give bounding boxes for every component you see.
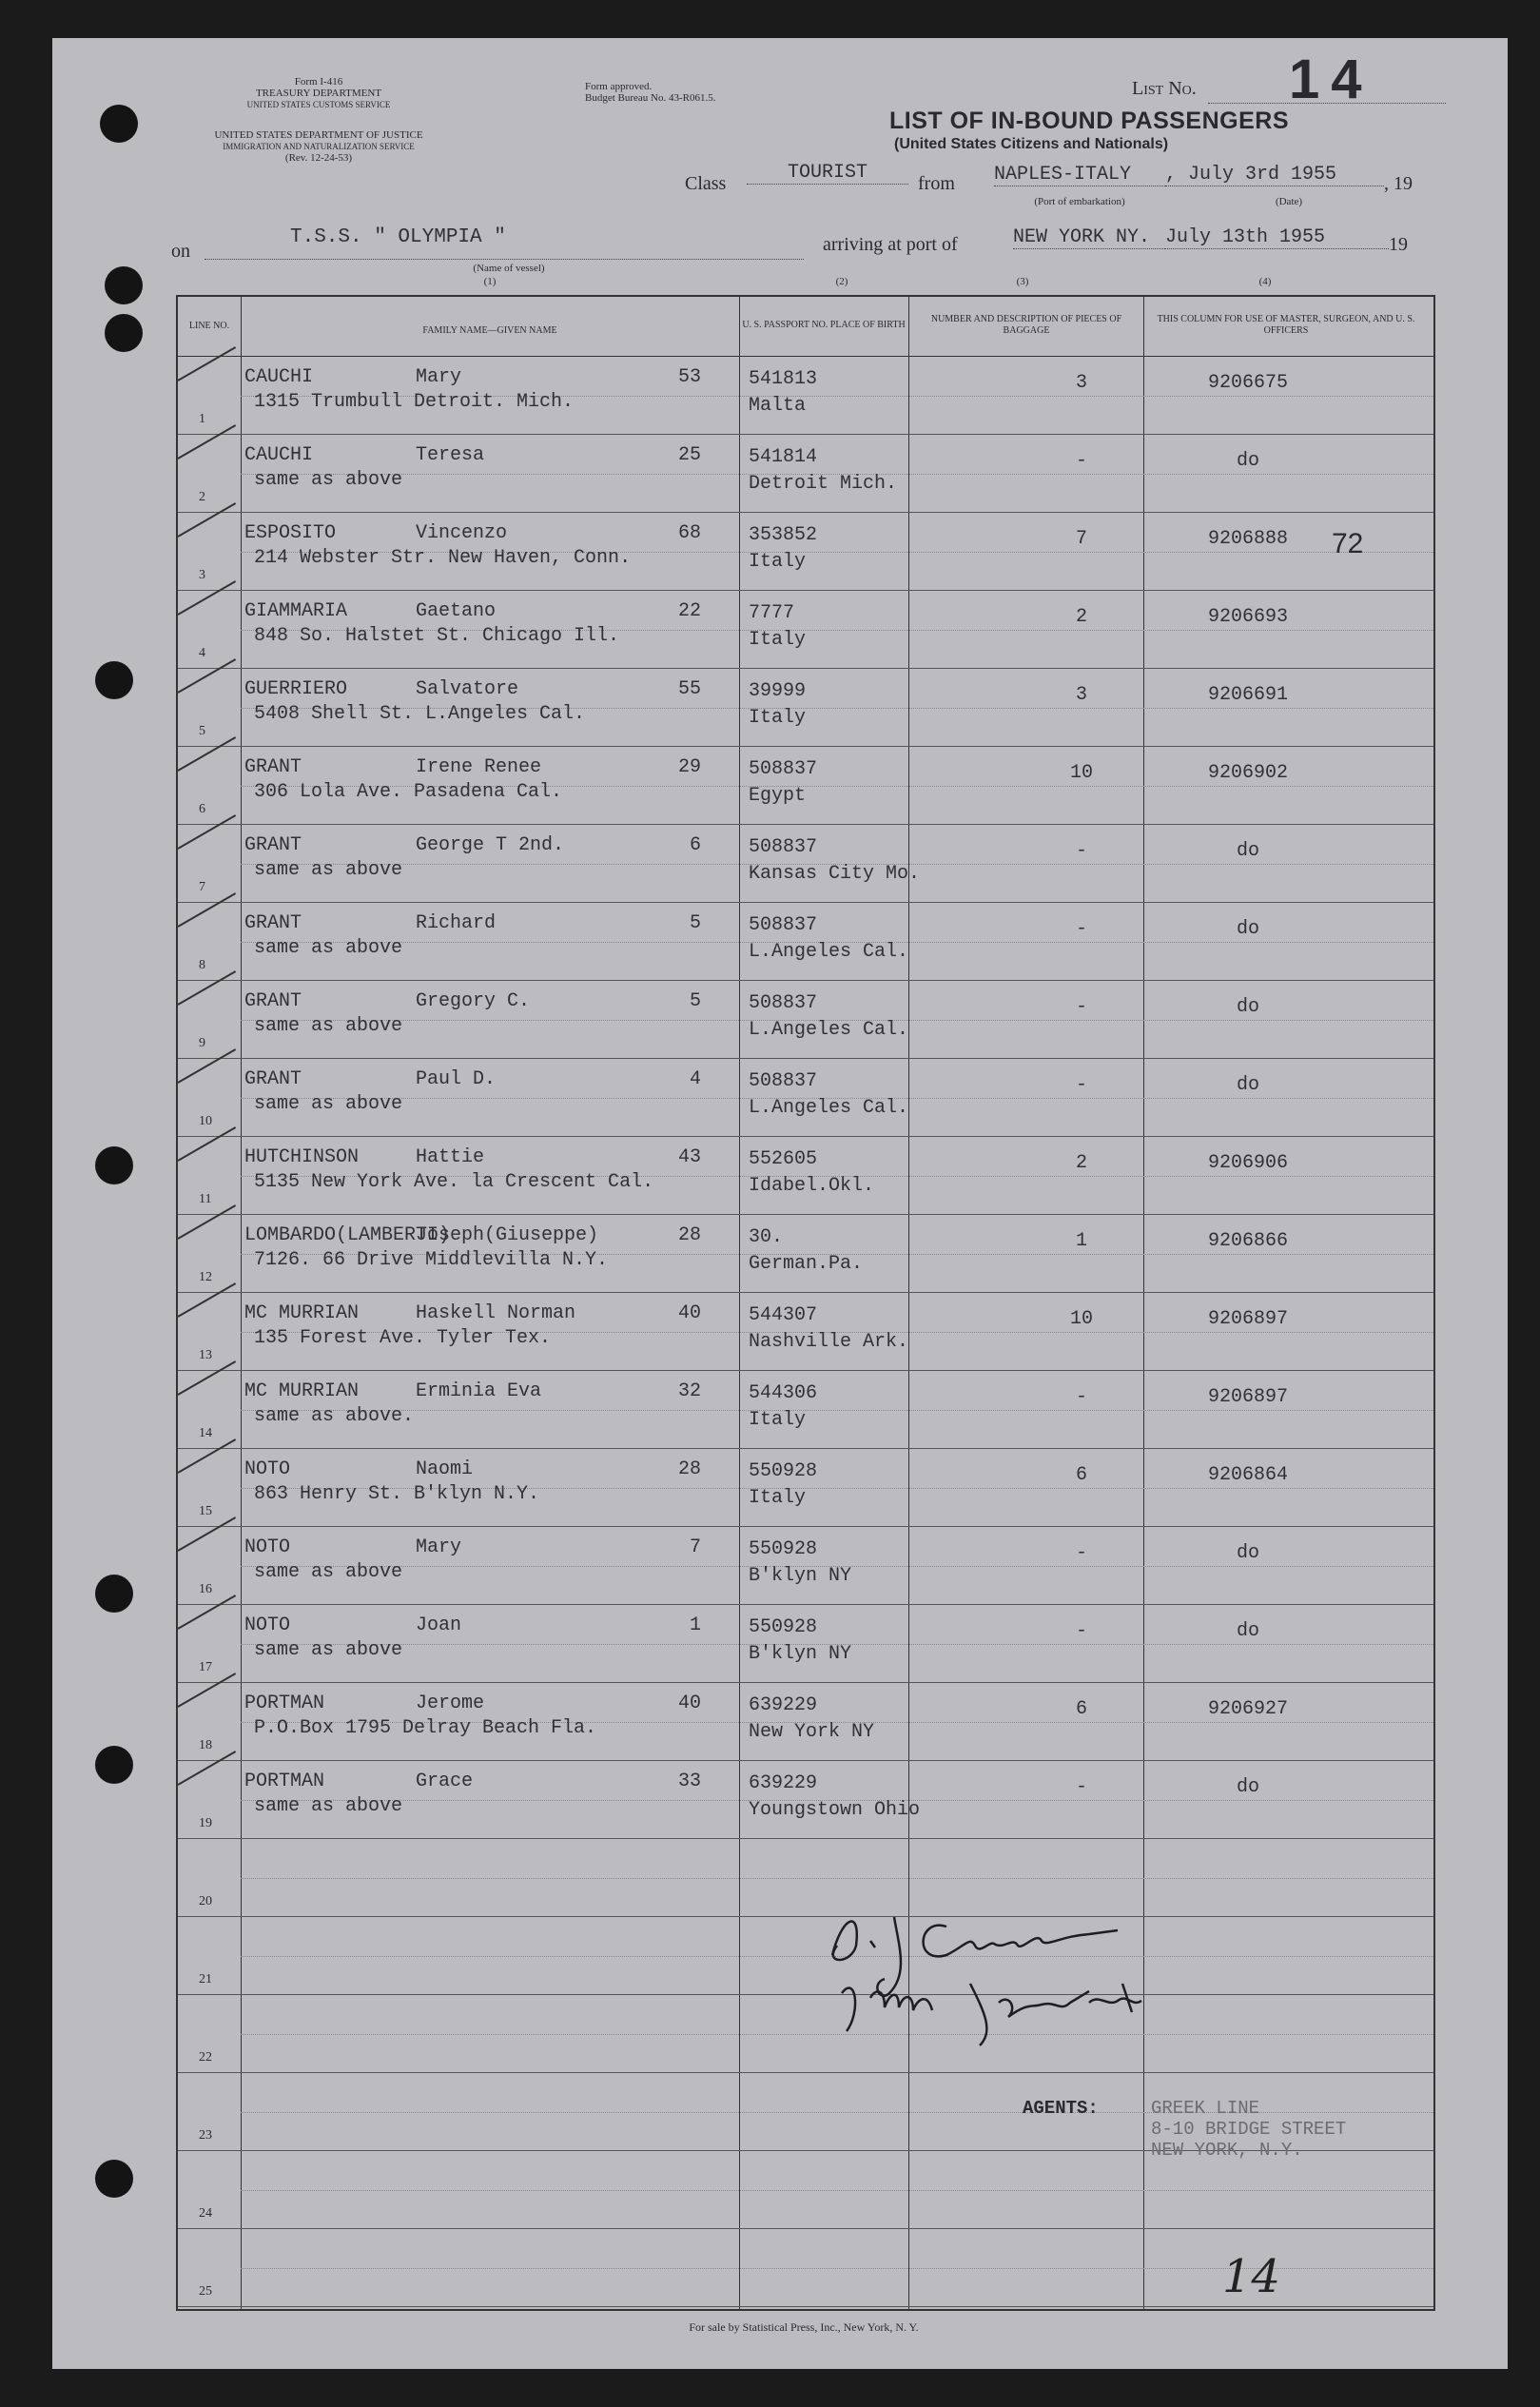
table-row bbox=[178, 1293, 1433, 1371]
age: 28 bbox=[677, 1224, 701, 1246]
baggage-count: 10 bbox=[1069, 1308, 1093, 1330]
passport-number: 7777 bbox=[749, 602, 795, 624]
agents-line-3: NEW YORK, N.Y. bbox=[1151, 2140, 1303, 2161]
place-of-birth: New York NY bbox=[749, 1721, 875, 1743]
line-number: 20 bbox=[199, 1894, 212, 1908]
place-of-birth: Malta bbox=[749, 395, 807, 417]
agents-line-2: 8-10 BRIDGE STREET bbox=[1151, 2119, 1347, 2140]
table-row bbox=[178, 1215, 1433, 1293]
family-name: LOMBARDO(LAMBERTI) bbox=[244, 1224, 451, 1246]
arriving-label: arriving at port of bbox=[823, 234, 958, 255]
officer-entry: do bbox=[1236, 1776, 1259, 1798]
embarkation-port: NAPLES-ITALY bbox=[994, 164, 1165, 186]
given-name: Paul D. bbox=[416, 1068, 497, 1090]
officer-entry: do bbox=[1236, 840, 1259, 862]
family-name: PORTMAN bbox=[244, 1693, 325, 1714]
officer-entry: do bbox=[1236, 450, 1259, 472]
given-name: Teresa bbox=[416, 444, 485, 466]
given-name: Vincenzo bbox=[416, 522, 508, 544]
table-row bbox=[178, 1059, 1433, 1137]
baggage-count: 2 bbox=[1075, 1152, 1087, 1174]
given-name: Mary bbox=[416, 366, 462, 388]
address: same as above bbox=[254, 1639, 403, 1661]
punch-hole bbox=[95, 1146, 133, 1184]
given-name: Hattie bbox=[416, 1146, 485, 1168]
line-number: 1 bbox=[199, 412, 205, 426]
inspector-signature bbox=[804, 1888, 1260, 2055]
header-baggage: NUMBER AND DESCRIPTION OF PIECES OF BAGGAGE bbox=[930, 314, 1122, 336]
column-number-2: (2) bbox=[835, 276, 848, 287]
place-of-birth: German.Pa. bbox=[749, 1253, 864, 1275]
family-name: NOTO bbox=[244, 1458, 291, 1480]
given-name: Joseph(Giuseppe) bbox=[416, 1224, 599, 1246]
budget-label: Budget Bureau No. 43-R061.5. bbox=[585, 92, 716, 104]
page-subtitle: (United States Citizens and Nationals) bbox=[894, 136, 1169, 152]
list-number-underline bbox=[1208, 103, 1446, 104]
place-of-birth: B'klyn NY bbox=[749, 1565, 852, 1587]
agents-label: AGENTS: bbox=[1023, 2098, 1099, 2119]
on-label: on bbox=[171, 241, 190, 262]
punch-hole bbox=[95, 1575, 133, 1613]
passport-number: 39999 bbox=[749, 680, 807, 702]
place-of-birth: Kansas City Mo. bbox=[749, 863, 921, 885]
address: 214 Webster Str. New Haven, Conn. bbox=[254, 547, 632, 569]
place-of-birth: Italy bbox=[749, 551, 807, 573]
baggage-count: 6 bbox=[1075, 1698, 1087, 1720]
family-name: NOTO bbox=[244, 1536, 291, 1558]
place-of-birth: Idabel.Okl. bbox=[749, 1175, 875, 1197]
line-number: 2 bbox=[199, 490, 205, 504]
address: same as above bbox=[254, 1795, 403, 1817]
place-of-birth: Italy bbox=[749, 629, 807, 651]
vessel-name: T.S.S. " OLYMPIA " bbox=[290, 226, 506, 248]
header-passport: U. S. PASSPORT NO. PLACE OF BIRTH bbox=[742, 320, 906, 330]
justice-label: UNITED STATES DEPARTMENT OF JUSTICE bbox=[214, 129, 423, 141]
baggage-count: - bbox=[1075, 1386, 1087, 1408]
family-name: GIAMMARIA bbox=[244, 600, 348, 622]
given-name: Haskell Norman bbox=[416, 1302, 576, 1324]
given-name: Erminia Eva bbox=[416, 1380, 542, 1402]
line-number: 21 bbox=[199, 1972, 212, 1986]
age: 22 bbox=[677, 600, 701, 622]
passport-number: 639229 bbox=[749, 1694, 818, 1716]
officer-entry: 9206897 bbox=[1207, 1386, 1288, 1408]
table-row bbox=[178, 1137, 1433, 1215]
family-name: GRANT bbox=[244, 834, 302, 856]
passport-number: 550928 bbox=[749, 1460, 818, 1482]
address: same as above bbox=[254, 859, 403, 881]
officer-entry: do bbox=[1236, 1074, 1259, 1096]
given-name: Mary bbox=[416, 1536, 462, 1558]
baggage-count: - bbox=[1075, 1620, 1087, 1642]
officer-entry: do bbox=[1236, 1542, 1259, 1564]
given-name: Naomi bbox=[416, 1458, 474, 1480]
place-of-birth: Italy bbox=[749, 707, 807, 729]
passport-number: 508837 bbox=[749, 992, 818, 1014]
header-name: FAMILY NAME—GIVEN NAME bbox=[422, 325, 557, 336]
column-number-4: (4) bbox=[1258, 276, 1272, 287]
baggage-count: 1 bbox=[1075, 1230, 1087, 1252]
arrival-date: July 13th 1955 bbox=[1165, 226, 1389, 249]
family-name: GRANT bbox=[244, 912, 302, 934]
table-row bbox=[178, 1449, 1433, 1527]
line-number: 11 bbox=[199, 1192, 212, 1206]
table-row bbox=[178, 669, 1433, 747]
age: 7 bbox=[689, 1536, 701, 1558]
address: 5408 Shell St. L.Angeles Cal. bbox=[254, 703, 586, 725]
table-row bbox=[178, 591, 1433, 669]
address: 135 Forest Ave. Tyler Tex. bbox=[254, 1327, 552, 1349]
form-number: Form I-416 bbox=[294, 76, 343, 88]
officer-entry: 9206902 bbox=[1207, 762, 1288, 784]
place-of-birth: L.Angeles Cal. bbox=[749, 941, 909, 963]
date-caption: (Date) bbox=[1275, 196, 1303, 207]
officer-entry: do bbox=[1236, 1620, 1259, 1642]
officer-entry: 9206693 bbox=[1207, 606, 1288, 628]
table-row bbox=[178, 435, 1433, 513]
baggage-count: 2 bbox=[1075, 606, 1087, 628]
age: 28 bbox=[677, 1458, 701, 1480]
passport-number: 541814 bbox=[749, 446, 818, 468]
officer-entry: 9206675 bbox=[1207, 372, 1288, 394]
address: 863 Henry St. B'klyn N.Y. bbox=[254, 1483, 540, 1505]
given-name: George T 2nd. bbox=[416, 834, 565, 856]
line-number: 19 bbox=[199, 1816, 212, 1830]
address: same as above. bbox=[254, 1405, 415, 1427]
punch-hole bbox=[95, 1746, 133, 1784]
age: 5 bbox=[689, 912, 701, 934]
baggage-count: - bbox=[1075, 1074, 1087, 1096]
baggage-count: - bbox=[1075, 918, 1087, 940]
printer-footer: For sale by Statistical Press, Inc., New York, N. Y. bbox=[689, 2320, 919, 2334]
arrival-year-suffix: 19 bbox=[1389, 234, 1408, 255]
line-number: 23 bbox=[199, 2128, 212, 2143]
address: 5135 New York Ave. la Crescent Cal. bbox=[254, 1171, 654, 1193]
baggage-count: - bbox=[1075, 1776, 1087, 1798]
arrival-port: NEW YORK NY. bbox=[1013, 226, 1165, 249]
place-of-birth: L.Angeles Cal. bbox=[749, 1019, 909, 1041]
family-name: GUERRIERO bbox=[244, 678, 348, 700]
address: 306 Lola Ave. Pasadena Cal. bbox=[254, 781, 563, 803]
age: 53 bbox=[677, 366, 701, 388]
from-label: from bbox=[918, 173, 955, 194]
given-name: Gaetano bbox=[416, 600, 497, 622]
line-number: 18 bbox=[199, 1738, 212, 1752]
embarkation-date: , July 3rd 1955 bbox=[1165, 164, 1384, 186]
page-title: LIST OF IN-BOUND PASSENGERS bbox=[889, 108, 1290, 134]
officer-entry: do bbox=[1236, 996, 1259, 1018]
passport-number: 508837 bbox=[749, 914, 818, 936]
officer-entry: 9206897 bbox=[1207, 1308, 1288, 1330]
address: same as above bbox=[254, 469, 403, 491]
place-of-birth: B'klyn NY bbox=[749, 1643, 852, 1665]
given-name: Joan bbox=[416, 1614, 462, 1636]
class-value: TOURIST bbox=[747, 162, 908, 185]
age: 29 bbox=[677, 756, 701, 778]
passport-number: 508837 bbox=[749, 836, 818, 858]
customs-label: UNITED STATES CUSTOMS SERVICE bbox=[246, 100, 391, 109]
line-number: 5 bbox=[199, 724, 205, 738]
line-number: 9 bbox=[199, 1036, 205, 1050]
baggage-count: - bbox=[1075, 1542, 1087, 1564]
revision-label: (Rev. 12-24-53) bbox=[284, 152, 353, 164]
passport-number: 541813 bbox=[749, 368, 818, 390]
line-number: 15 bbox=[199, 1504, 212, 1518]
approval-label: Form approved. bbox=[585, 81, 653, 92]
address: same as above bbox=[254, 1015, 403, 1037]
table-row bbox=[178, 1605, 1433, 1683]
handwritten-page-number: 14 bbox=[1222, 2250, 1281, 2303]
family-name: HUTCHINSON bbox=[244, 1146, 360, 1168]
table-row bbox=[178, 1371, 1433, 1449]
officer-entry: 9206864 bbox=[1207, 1464, 1288, 1486]
baggage-count: 7 bbox=[1075, 528, 1087, 550]
line-number: 16 bbox=[199, 1582, 212, 1596]
passport-number: 552605 bbox=[749, 1148, 818, 1170]
family-name: PORTMAN bbox=[244, 1771, 325, 1792]
passport-number: 550928 bbox=[749, 1538, 818, 1560]
line-number: 24 bbox=[199, 2206, 212, 2221]
baggage-count: 10 bbox=[1069, 762, 1093, 784]
given-name: Jerome bbox=[416, 1693, 485, 1714]
line-number: 10 bbox=[199, 1114, 212, 1128]
age: 33 bbox=[677, 1771, 701, 1792]
address: 7126. 66 Drive Middlevilla N.Y. bbox=[254, 1249, 609, 1271]
address: 1315 Trumbull Detroit. Mich. bbox=[254, 391, 575, 413]
family-name: GRANT bbox=[244, 990, 302, 1012]
family-name: MC MURRIAN bbox=[244, 1380, 360, 1402]
vessel-caption: (Name of vessel) bbox=[473, 263, 545, 274]
column-number-1: (1) bbox=[483, 276, 497, 287]
baggage-count: 3 bbox=[1075, 372, 1087, 394]
line-number: 17 bbox=[199, 1660, 212, 1674]
age: 68 bbox=[677, 522, 701, 544]
officer-entry: do bbox=[1236, 918, 1259, 940]
line-number: 3 bbox=[199, 568, 205, 582]
family-name: CAUCHI bbox=[244, 444, 314, 466]
line-number: 7 bbox=[199, 880, 205, 894]
line-number: 4 bbox=[199, 646, 205, 660]
age: 4 bbox=[689, 1068, 701, 1090]
row-guide bbox=[241, 2190, 1433, 2191]
punch-hole bbox=[95, 2160, 133, 2198]
family-name: GRANT bbox=[244, 1068, 302, 1090]
age: 55 bbox=[677, 678, 701, 700]
ins-label: IMMIGRATION AND NATURALIZATION SERVICE bbox=[223, 142, 415, 151]
line-number: 14 bbox=[199, 1426, 212, 1440]
given-name: Grace bbox=[416, 1771, 474, 1792]
table-row bbox=[178, 903, 1433, 981]
officer-entry: 9206927 bbox=[1207, 1698, 1288, 1720]
row-rule bbox=[178, 2306, 1433, 2307]
punch-hole bbox=[95, 661, 133, 699]
passport-number: 550928 bbox=[749, 1616, 818, 1638]
baggage-count: - bbox=[1075, 996, 1087, 1018]
punch-hole bbox=[105, 314, 143, 352]
place-of-birth: L.Angeles Cal. bbox=[749, 1097, 909, 1119]
address: same as above bbox=[254, 1093, 403, 1115]
passport-number: 508837 bbox=[749, 1070, 818, 1092]
address: P.O.Box 1795 Delray Beach Fla. bbox=[254, 1717, 597, 1739]
punch-hole bbox=[105, 266, 143, 304]
line-number: 25 bbox=[199, 2284, 212, 2299]
given-name: Richard bbox=[416, 912, 497, 934]
baggage-count: 6 bbox=[1075, 1464, 1087, 1486]
given-name: Salvatore bbox=[416, 678, 519, 700]
family-name: NOTO bbox=[244, 1614, 291, 1636]
port-caption: (Port of embarkation) bbox=[1034, 196, 1125, 207]
list-number-label: List No. bbox=[1132, 78, 1197, 99]
age: 40 bbox=[677, 1693, 701, 1714]
vessel-underline bbox=[205, 259, 804, 260]
table-row bbox=[178, 513, 1433, 591]
family-name: ESPOSITO bbox=[244, 522, 337, 544]
passport-number: 639229 bbox=[749, 1772, 818, 1794]
place-of-birth: Youngstown Ohio bbox=[749, 1799, 921, 1821]
document-page bbox=[52, 38, 1508, 2369]
row-guide bbox=[241, 1410, 1433, 1411]
given-name: Gregory C. bbox=[416, 990, 531, 1012]
row-guide bbox=[241, 1878, 1433, 1879]
baggage-count: - bbox=[1075, 840, 1087, 862]
column-number-3: (3) bbox=[1016, 276, 1029, 287]
table-row bbox=[178, 357, 1433, 435]
place-of-birth: Italy bbox=[749, 1409, 807, 1431]
passport-number: 544306 bbox=[749, 1382, 818, 1404]
place-of-birth: Italy bbox=[749, 1487, 807, 1509]
header-officers: THIS COLUMN FOR USE OF MASTER, SURGEON, AND U. S. OFFICERS bbox=[1157, 314, 1415, 336]
table-row bbox=[178, 2151, 1433, 2229]
treasury-label: TREASURY DEPARTMENT bbox=[255, 88, 382, 99]
line-number: 13 bbox=[199, 1348, 212, 1362]
officer-entry: 9206906 bbox=[1207, 1152, 1288, 1174]
place-of-birth: Nashville Ark. bbox=[749, 1331, 909, 1353]
age: 43 bbox=[677, 1146, 701, 1168]
age: 5 bbox=[689, 990, 701, 1012]
age: 25 bbox=[677, 444, 701, 466]
year-suffix: , 19 bbox=[1384, 173, 1413, 194]
checkmark bbox=[178, 346, 237, 382]
line-number: 12 bbox=[199, 1270, 212, 1284]
given-name: Irene Renee bbox=[416, 756, 542, 778]
family-name: GRANT bbox=[244, 756, 302, 778]
table-row bbox=[178, 1527, 1433, 1605]
signature-scribble bbox=[804, 1888, 1260, 2050]
line-number: 8 bbox=[199, 958, 205, 972]
age: 32 bbox=[677, 1380, 701, 1402]
address: 848 So. Halstet St. Chicago Ill. bbox=[254, 625, 620, 647]
class-label: Class bbox=[685, 173, 727, 194]
officer-entry: 9206691 bbox=[1207, 684, 1288, 706]
address: same as above bbox=[254, 1561, 403, 1583]
line-number: 22 bbox=[199, 2050, 212, 2065]
baggage-count: 3 bbox=[1075, 684, 1087, 706]
family-name: MC MURRIAN bbox=[244, 1302, 360, 1324]
officer-entry: 9206866 bbox=[1207, 1230, 1288, 1252]
passport-number: 30. bbox=[749, 1226, 784, 1248]
age: 6 bbox=[689, 834, 701, 856]
header-line-no: LINE NO. bbox=[188, 321, 230, 331]
punch-hole bbox=[100, 105, 138, 143]
agents-line-1: GREEK LINE bbox=[1151, 2098, 1260, 2119]
address: same as above bbox=[254, 937, 403, 959]
passport-number: 353852 bbox=[749, 524, 818, 546]
family-name: CAUCHI bbox=[244, 366, 314, 388]
table-row bbox=[178, 1761, 1433, 1839]
officer-entry: 9206888 bbox=[1207, 528, 1288, 550]
place-of-birth: Egypt bbox=[749, 785, 807, 807]
passport-number: 544307 bbox=[749, 1304, 818, 1326]
list-number: 14 bbox=[1289, 49, 1374, 110]
table-row bbox=[178, 1683, 1433, 1761]
baggage-count: - bbox=[1075, 450, 1087, 472]
table-row bbox=[178, 981, 1433, 1059]
passport-number: 508837 bbox=[749, 758, 818, 780]
age: 1 bbox=[689, 1614, 701, 1636]
line-number: 6 bbox=[199, 802, 205, 816]
table-row bbox=[178, 825, 1433, 903]
place-of-birth: Detroit Mich. bbox=[749, 473, 898, 495]
margin-number: 72 bbox=[1332, 528, 1364, 559]
table-row bbox=[178, 747, 1433, 825]
age: 40 bbox=[677, 1302, 701, 1324]
